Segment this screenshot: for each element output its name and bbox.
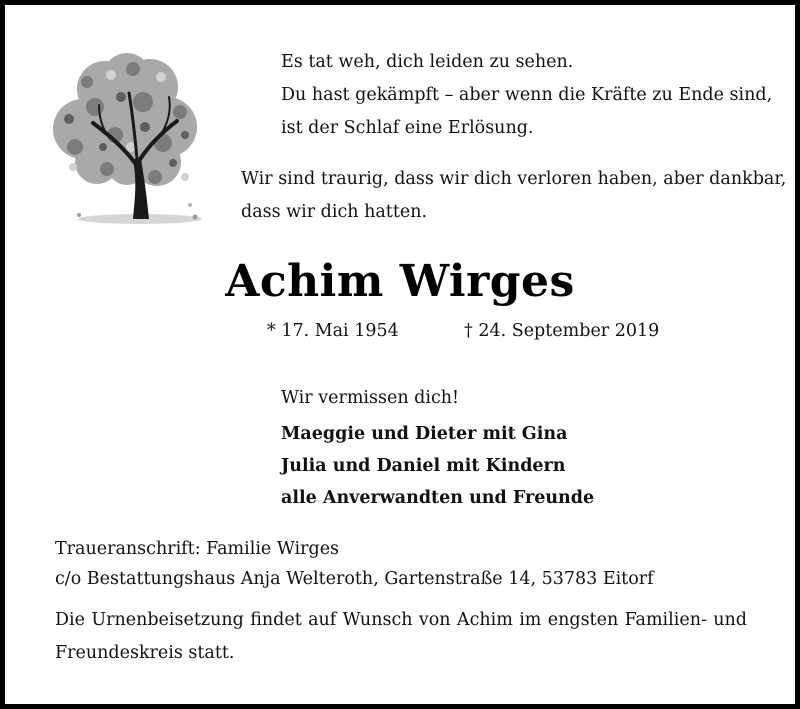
deceased-name: Achim Wirges: [225, 256, 575, 307]
verse-line-1: Wir sind traurig, dass wir dich verloren haben, aber dankbar,: [241, 169, 787, 189]
birth-date: * 17. Mai 1954: [267, 321, 399, 341]
mourner-line: Julia und Daniel mit Kindern: [281, 456, 566, 476]
address-line-1: Traueranschrift: Familie Wirges: [55, 539, 340, 559]
mourner-line: Maeggie und Dieter mit Gina: [281, 424, 568, 444]
tree-icon: [45, 47, 205, 227]
address-line-2: c/o Bestattungshaus Anja Welteroth, Gartenstraße 14, 53783 Eitorf: [55, 569, 654, 589]
mourner-line: alle Anverwandten und Freunde: [281, 488, 595, 508]
mourners-intro: Wir vermissen dich!: [281, 388, 460, 408]
poem-line-1: Es tat weh, dich leiden zu sehen.: [281, 52, 574, 72]
poem-line-2: Du hast gekämpft – aber wenn die Kräfte zu Ende sind,: [281, 85, 773, 105]
burial-note: Die Urnenbeisetzung findet auf Wunsch von Achim im engsten Familien- und Freundeskreis statt.: [55, 610, 747, 663]
verse-line-2: dass wir dich hatten.: [241, 202, 428, 222]
poem-line-3: ist der Schlaf eine Erlösung.: [281, 118, 534, 138]
death-date: † 24. September 2019: [464, 321, 660, 341]
